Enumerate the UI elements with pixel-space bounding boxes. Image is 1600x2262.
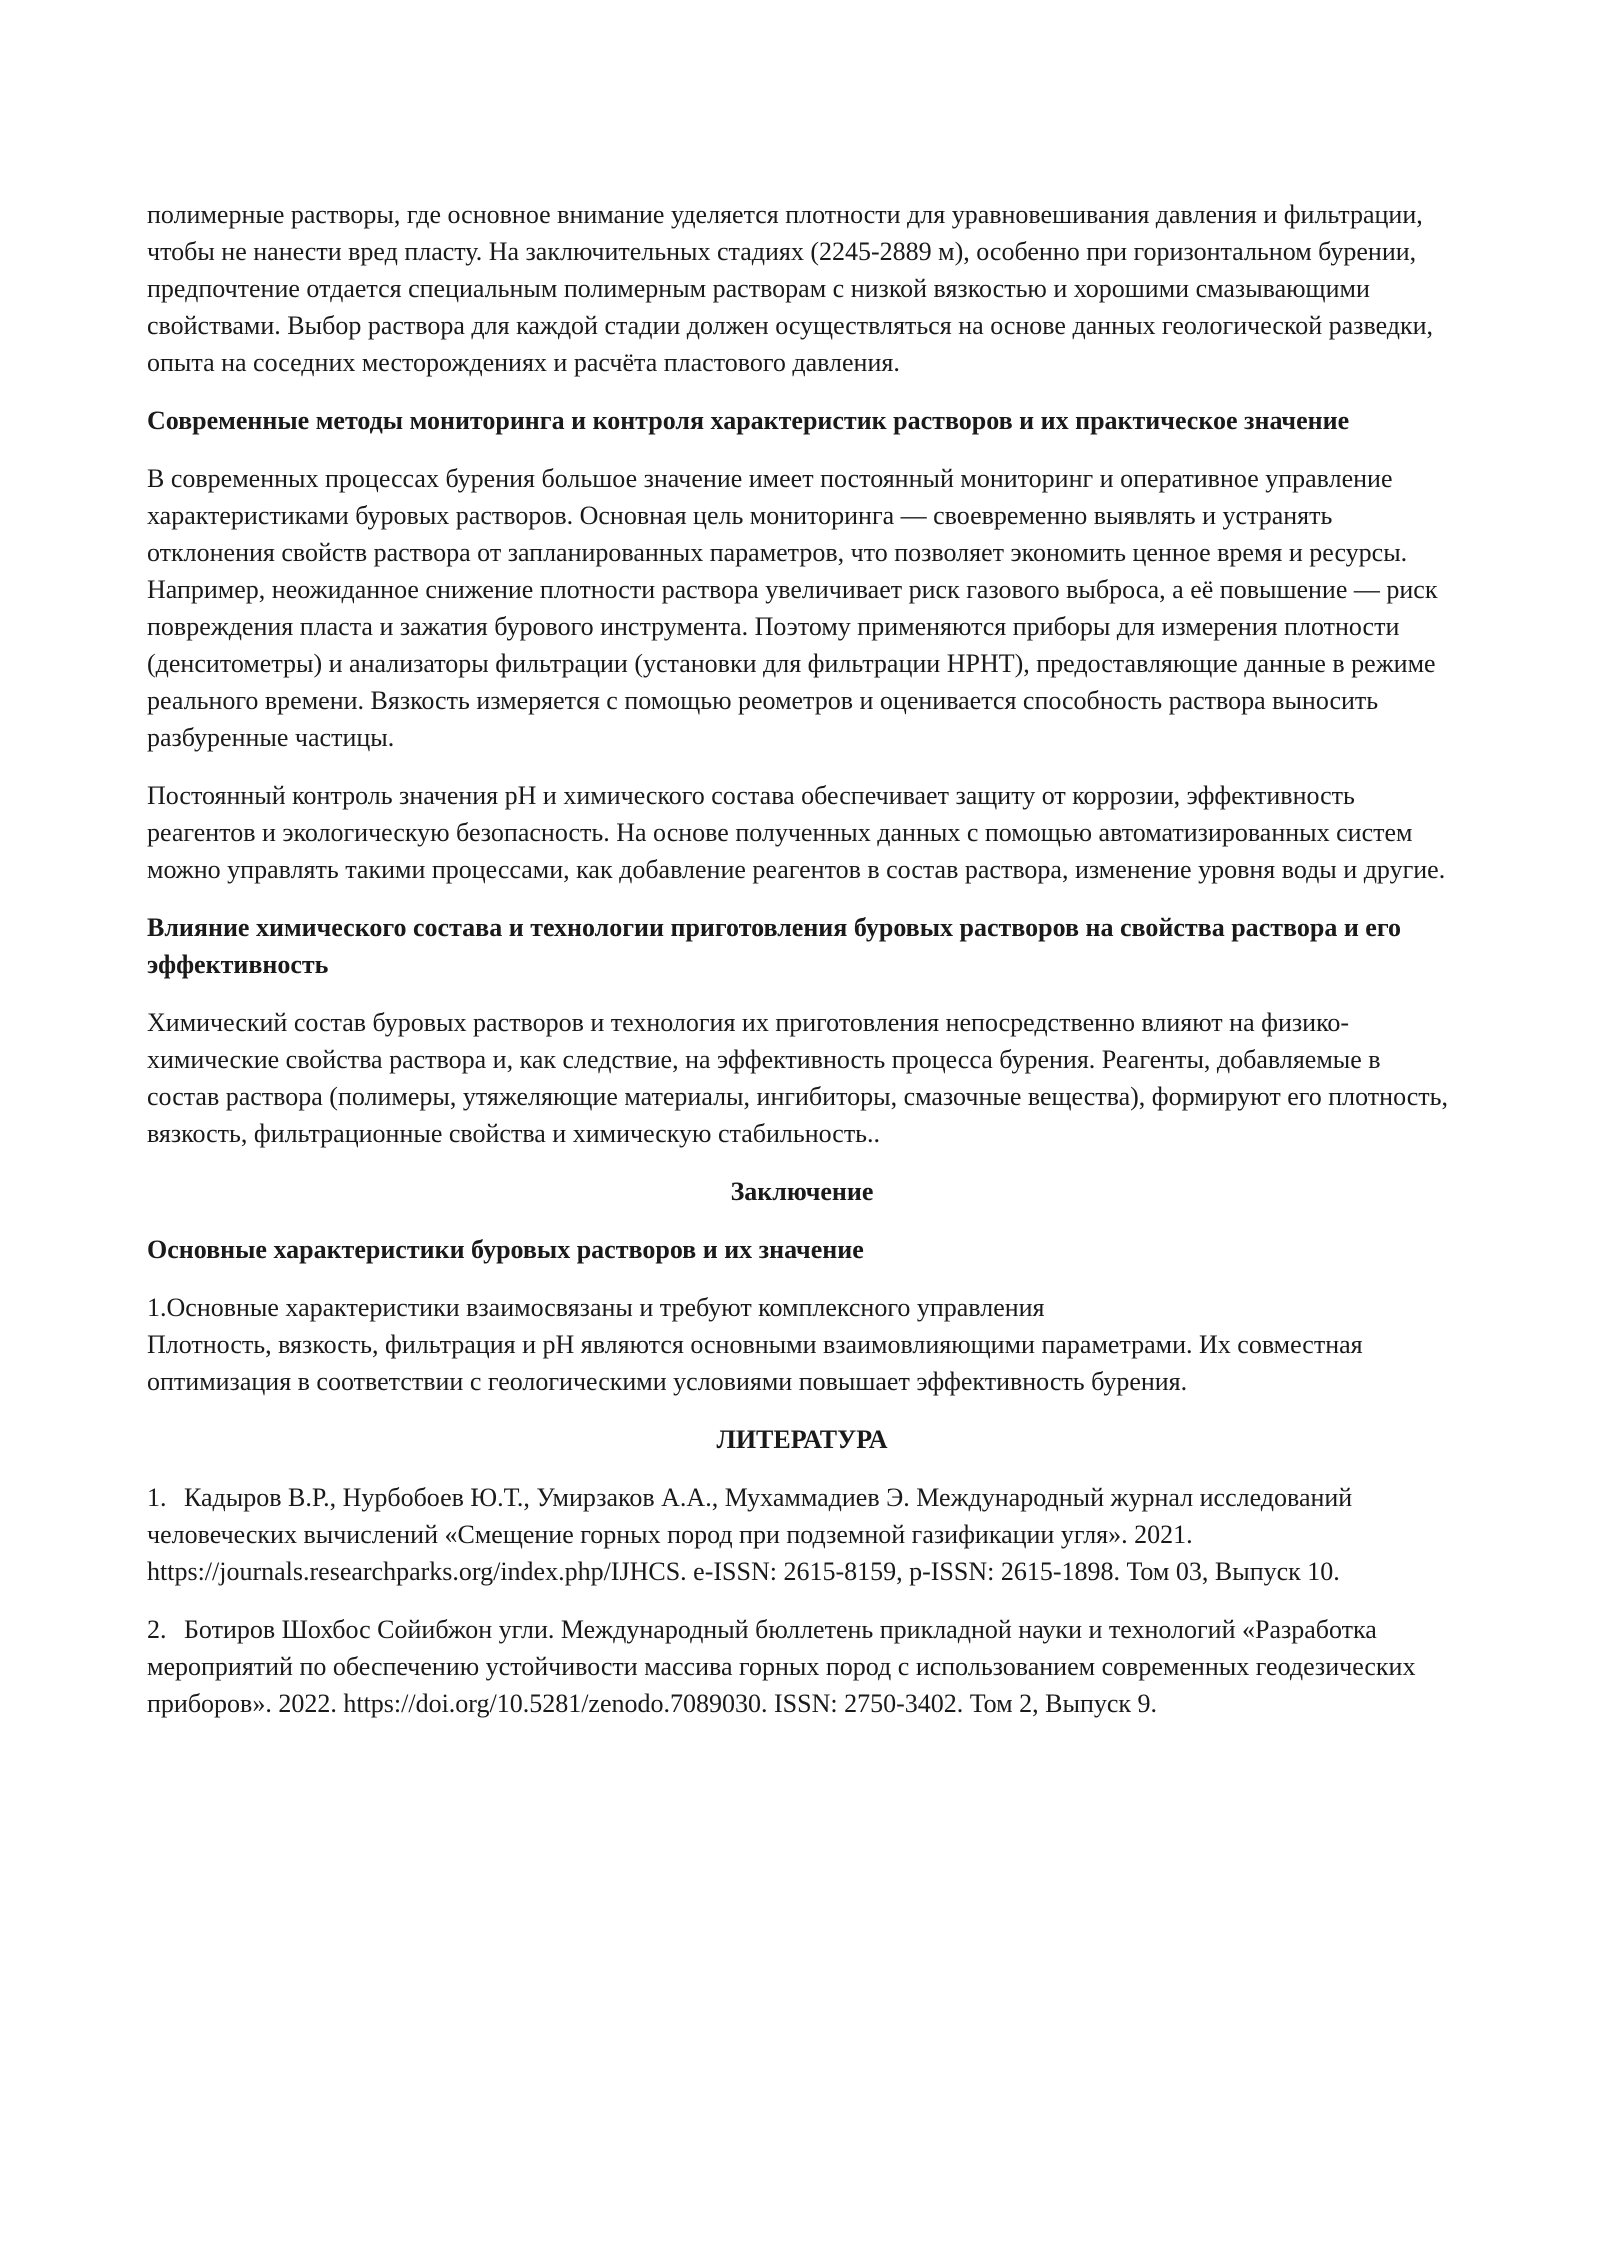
reference-item-1 — [147, 1479, 1457, 1590]
monitoring-paragraph-1: В современных процессах бурения большое значение имеет постоянный мониторинг и оперативное управление характеристиками буровых растворов. Основная цель мониторинга — своевременно выявлять и устранять отклонения свойств раствора от запланированных параметров, что позволяет экономить ценное время и ресурсы. Например, неожиданное снижение плотности раствора увеличивает риск газового выброса, а её повышение — риск повреждения пласта и зажатия бурового инструмента. Поэтому применяются приборы для измерения плотности (денситометры) и анализаторы фильтрации (установки для фильтрации HPHT), предоставляющие данные в режиме реального времени. Вязкость измеряется с помощью реометров и оценивается способность раствора выносить разбуренные частицы. — [147, 464, 1438, 752]
intro-paragraph: полимерные растворы, где основное внимание уделяется плотности для уравновешивания давления и фильтрации, чтобы не нанести вред пласту. На заключительных стадиях (2245-2889 м), особенно при горизонтальном бурении, предпочтение отдается специальным полимерным растворам с низкой вязкостью и хорошими смазывающими свойствами. Выбор раствора для каждой стадии должен осуществляться на основе данных геологической разведки, опыта на соседних месторождениях и расчёта пластового давления. — [147, 200, 1434, 377]
reference-text: Ботиров Шохбос Сойибжон угли. Международный бюллетень прикладной науки и технологий «Разработка мероприятий по обеспечению устойчивости массива горных пород с использованием современных геодезических приборов». 2022. https://doi.org/10.5281/zenodo.7089030. ISSN: 2750-3402. Том 2, Выпуск 9. — [147, 1615, 1416, 1718]
conclusion-subheading: Основные характеристики буровых растворов и их значение — [147, 1235, 864, 1264]
conclusion-point-line-2: Плотность, вязкость, фильтрация и pH являются основными взаимовлияющими параметрами. Их совместная оптимизация в соответствии с геологическими условиями повышает эффективность бурения. — [147, 1330, 1363, 1396]
section-heading-monitoring: Современные методы мониторинга и контроля характеристик растворов и их практическое значение — [147, 406, 1350, 435]
conclusion-point-line-1: 1.Основные характеристики взаимосвязаны и требуют комплексного управления — [147, 1293, 1045, 1322]
section-heading-chemistry: Влияние химического состава и технологии приготовления буровых растворов на свойства раствора и его эффективность — [147, 913, 1401, 979]
reference-item-2 — [147, 1611, 1457, 1722]
reference-number: 2. — [147, 1615, 167, 1644]
chemistry-paragraph-1: Химический состав буровых растворов и технология их приготовления непосредственно влияют на физико-химические свойства раствора и, как следствие, на эффективность процесса бурения. Реагенты, добавляемые в состав раствора (полимеры, утяжеляющие материалы, ингибиторы, смазочные вещества), формируют его плотность, вязкость, фильтрационные свойства и химическую стабильность.. — [147, 1008, 1448, 1148]
literature-title: ЛИТЕРАТУРА — [716, 1425, 888, 1454]
conclusion-point — [147, 1289, 1457, 1400]
reference-text: Кадыров В.Р., Нурбобоев Ю.Т., Умирзаков А.А., Мухаммадиев Э. Международный журнал исследований человеческих вычислений «Смещение горных пород при подземной газификации угля». 2021. https://journals.researchparks.org/index.php/IJHCS. e-ISSN: 2615-8159, p-ISSN: 2615-1898. Том 03, Выпуск 10. — [147, 1483, 1353, 1586]
document-page — [147, 196, 1457, 1743]
monitoring-paragraph-2: Постоянный контроль значения pH и химического состава обеспечивает защиту от коррозии, эффективность реагентов и экологическую безопасность. На основе полученных данных с помощью автоматизированных систем можно управлять такими процессами, как добавление реагентов в состав раствора, изменение уровня воды и другие. — [147, 781, 1446, 884]
reference-number: 1. — [147, 1483, 167, 1512]
conclusion-title: Заключение — [730, 1177, 874, 1206]
